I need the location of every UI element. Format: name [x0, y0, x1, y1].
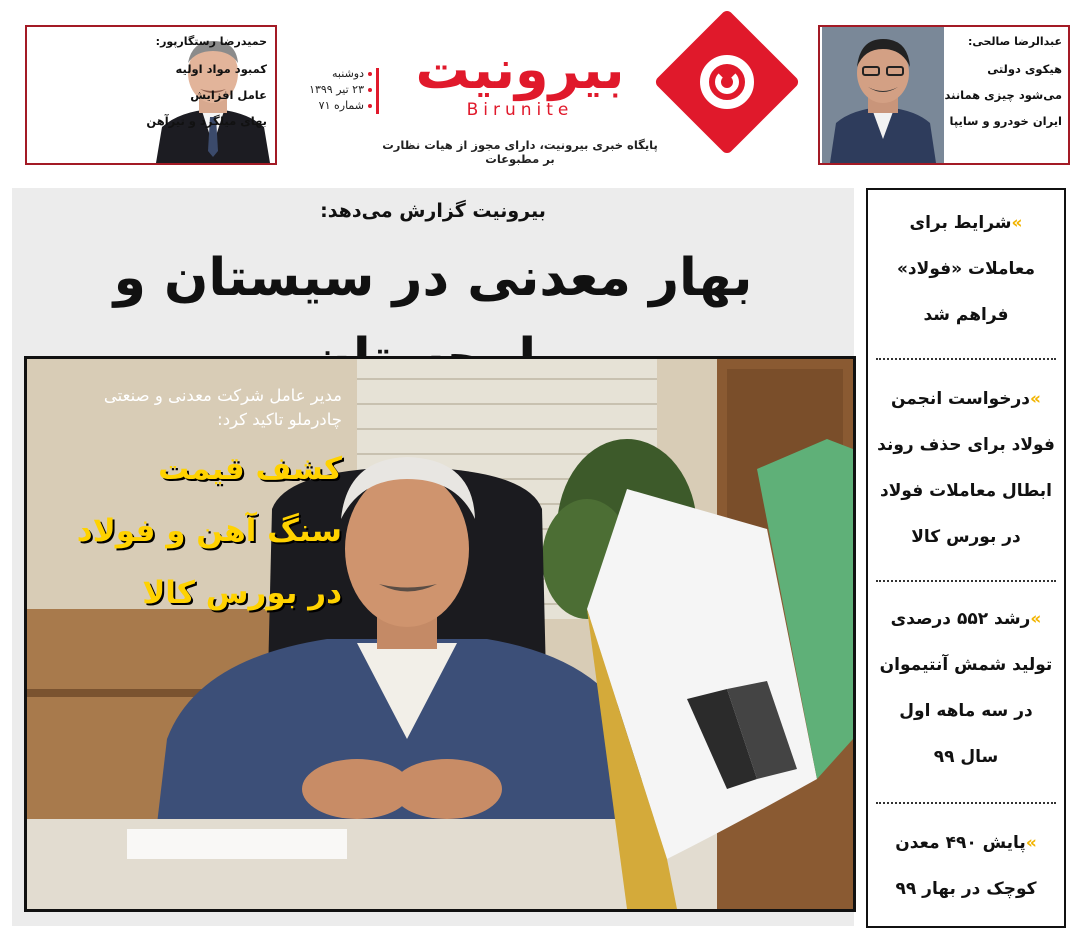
sidebar-news-line: رشد ۵۵۲ درصدی — [890, 609, 1031, 629]
photo-caption — [42, 384, 342, 624]
issue-info — [300, 66, 372, 114]
photo-headline-line[interactable]: در بورس کالا — [142, 575, 342, 611]
photo-headline-line[interactable]: سنگ آهن و فولاد — [76, 513, 342, 549]
teaser-quote-line: می‌شود چیزی همانند — [944, 88, 1062, 102]
sidebar-news-line: فولاد برای حذف روند — [877, 435, 1055, 455]
bullet-arrow-icon: » — [1011, 213, 1023, 233]
teaser-quote-line: ایران خودرو و سایپا — [949, 114, 1062, 128]
sidebar-news-line: سال ۹۹ — [933, 747, 999, 767]
dotted-divider — [876, 580, 1056, 582]
sidebar-news-line: پایش ۴۹۰ معدن — [895, 833, 1026, 853]
sidebar-news-line: ابطال معاملات فولاد — [880, 481, 1052, 501]
sidebar-news-line: در بورس کالا — [911, 527, 1021, 547]
sidebar-news-item[interactable] — [868, 820, 1064, 912]
teaser-quote-line: هیکوی دولتی — [987, 62, 1062, 76]
lead-headline[interactable]: بهار معدنی در سیستان و — [113, 248, 753, 308]
issue-weekday: دوشنبه — [300, 66, 372, 82]
sidebar-news-line: تولید شمش آنتیموان — [879, 655, 1053, 675]
teaser-box-left[interactable] — [25, 25, 277, 165]
masthead — [0, 0, 1080, 180]
sidebar-news-line: کوچک در بهار ۹۹ — [895, 879, 1037, 899]
brand-tagline: پایگاه خبری بیرونیت، دارای مجوز از هیات نظارت بر مطبوعات — [382, 138, 658, 166]
lead-story[interactable] — [12, 188, 854, 926]
sidebar-news-line: در سه ماهه اول — [899, 701, 1033, 721]
teaser-quote-line: عامل افزایش — [190, 88, 267, 102]
sidebar-news-line: فراهم شد — [923, 305, 1009, 325]
photo-headline-line[interactable]: کشف قیمت — [158, 451, 342, 487]
logo-inner-ring-icon — [715, 70, 739, 94]
sidebar-news-item[interactable] — [868, 596, 1064, 780]
dotted-divider — [876, 802, 1056, 804]
photo-caption-intro: چادرملو تاکید کرد: — [217, 410, 342, 429]
issue-date: ۲۳ تیر ۱۳۹۹ — [300, 82, 372, 98]
bullet-arrow-icon: » — [1030, 609, 1042, 629]
bullet-arrow-icon: » — [1030, 389, 1042, 409]
photo-caption-intro: مدیر عامل شرکت معدنی و صنعتی — [103, 386, 342, 405]
issue-number: شماره ۷۱ — [300, 98, 372, 114]
sidebar-news-line: شرایط برای — [909, 213, 1012, 233]
teaser-box-right[interactable] — [818, 25, 1070, 165]
lead-kicker: بیرونیت گزارش می‌دهد: — [320, 200, 546, 222]
sidebar-news-item[interactable] — [868, 200, 1064, 338]
teaser-person-name: عبدالرضا صالحی: — [967, 35, 1062, 48]
teaser-portrait-photo — [822, 27, 944, 163]
dotted-divider — [876, 358, 1056, 360]
brand-name-persian: بیرونیت — [415, 38, 625, 101]
brand-name-latin: Birunite — [466, 100, 574, 120]
sidebar-news-line: درخواست انجمن — [890, 389, 1031, 409]
bullet-arrow-icon: » — [1025, 833, 1037, 853]
sidebar-news-line: معاملات «فولاد» — [896, 259, 1036, 279]
news-sidebar — [866, 188, 1066, 928]
issue-divider — [376, 68, 379, 114]
teaser-quote-line: کمبود مواد اولیه — [175, 62, 267, 76]
teaser-quote-line: بهای میلگرد و تیرآهن — [146, 114, 267, 128]
teaser-person-name: حمیدرضا رستگارپور: — [155, 35, 267, 48]
brand-logo[interactable] — [280, 20, 810, 170]
sidebar-news-item[interactable] — [868, 376, 1064, 560]
